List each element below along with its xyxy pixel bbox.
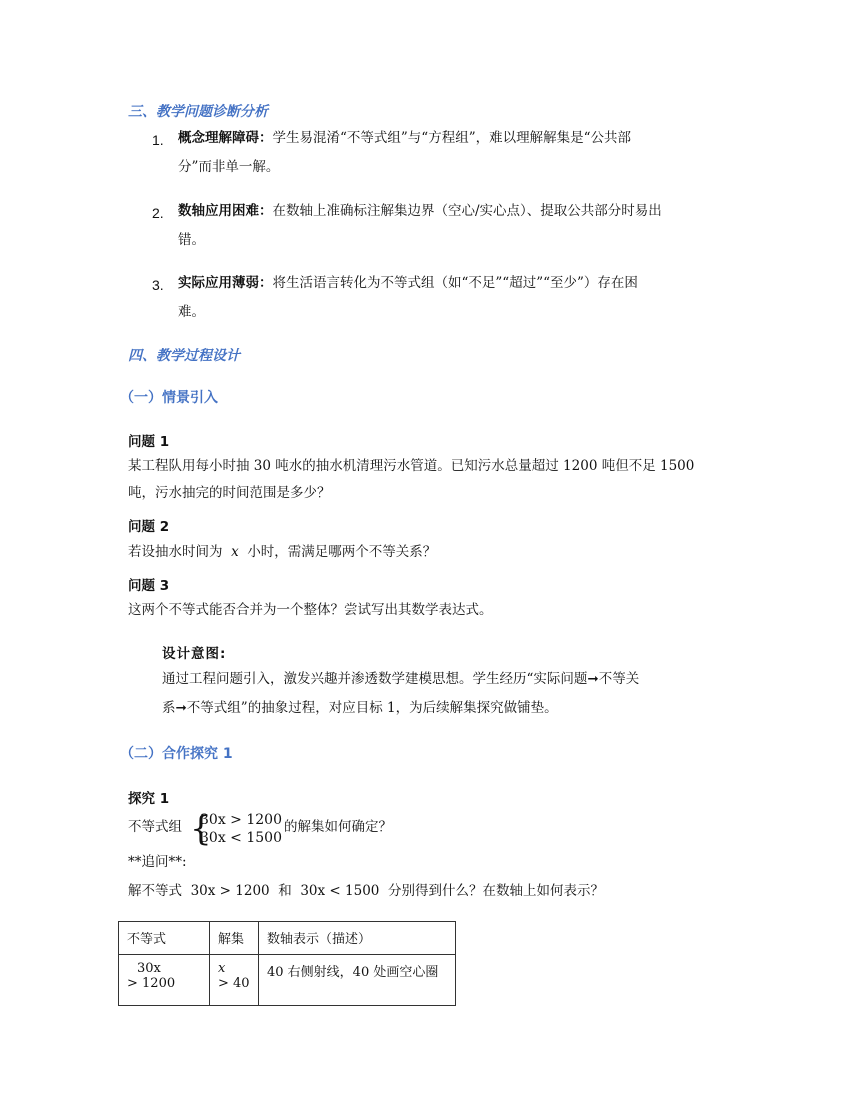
brace-symbol: { xyxy=(190,809,212,849)
table-cell-inequality xyxy=(119,955,210,1006)
text-part: 分别得到什么？在数轴上如何表示？ xyxy=(387,883,604,899)
list-item xyxy=(178,199,738,225)
solve-question xyxy=(128,879,604,905)
table-row xyxy=(119,955,456,1006)
table-header-row xyxy=(119,922,456,955)
subsection-title: （二）合作探究 1 xyxy=(120,746,233,762)
exploration-label: 探究 1 xyxy=(128,791,170,807)
inequality-system xyxy=(200,811,282,847)
list-item xyxy=(178,271,738,297)
table-header: 数轴表示（描述） xyxy=(259,922,456,955)
item-label: 概念理解障碍： xyxy=(178,130,273,146)
section4-title: 四、教学过程设计 xyxy=(128,348,240,364)
question-text: 这两个不等式能否合并为一个整体？尝试写出其数学表达式。 xyxy=(128,602,493,618)
question-label: 问题 3 xyxy=(128,578,170,594)
item-text: 在数轴上准确标注解集边界（空心/实心点）、提取公共部分时易出 xyxy=(272,203,662,219)
cell-line: > 40 xyxy=(218,976,250,991)
list-number: 3. xyxy=(152,277,164,293)
design-intent-text-continuation: 系➞不等式组”的抽象过程，对应目标 1，为后续解集探究做铺垫。 xyxy=(162,700,558,716)
math-expression: 30x < 1500 xyxy=(300,883,380,899)
section3-title: 三、教学问题诊断分析 xyxy=(128,104,268,120)
table-header: 不等式 xyxy=(119,922,210,955)
list-item xyxy=(178,126,738,152)
text-part: 解不等式 xyxy=(128,883,182,899)
followup-label: **追问**: xyxy=(128,854,187,870)
design-intent-text: 通过工程问题引入，激发兴趣并渗透数学建模思想。学生经历“实际问题➞不等关 xyxy=(162,671,640,687)
list-item-continuation: 分”而非单一解。 xyxy=(178,159,280,175)
question-text: 某工程队用每小时抽 30 吨水的抽水机清理污水管道。已知污水总量超过 1200 吨但不足 1500 xyxy=(128,458,695,474)
question-text xyxy=(128,540,436,566)
inequality-1: 30x > 1200 xyxy=(200,812,282,828)
question-text-continuation: 吨，污水抽完的时间范围是多少？ xyxy=(128,485,331,501)
text-part: 和 xyxy=(278,883,292,899)
item-label: 实际应用薄弱： xyxy=(178,275,273,291)
subsection-title: （一）情景引入 xyxy=(120,390,218,406)
table-cell-solution xyxy=(210,955,259,1006)
inequality-system-suffix: 的解集如何确定？ xyxy=(284,819,392,835)
list-number: 2. xyxy=(152,205,164,221)
math-expression: 30x > 1200 xyxy=(190,883,270,899)
question-label: 问题 1 xyxy=(128,434,170,450)
table-header: 解集 xyxy=(210,922,259,955)
design-intent-label: 设计意图: xyxy=(162,646,227,662)
inequality-system-prefix: 不等式组 xyxy=(128,819,182,835)
cell-line: x xyxy=(218,961,226,976)
cell-line: > 1200 xyxy=(127,976,176,991)
inequality-table xyxy=(118,921,456,1006)
list-number: 1. xyxy=(152,132,164,148)
table-cell-description: 40 右侧射线，40 处画空心圈 xyxy=(259,955,456,1006)
item-text: 将生活语言转化为不等式组（如“不足”“超过”“至少”）存在困 xyxy=(272,275,638,291)
list-item-continuation: 错。 xyxy=(178,232,205,248)
text-part: 若设抽水时间为 xyxy=(128,544,223,560)
inequality-2: 30x < 1500 xyxy=(200,830,282,846)
math-variable: x xyxy=(231,544,239,560)
text-part: 小时，需满足哪两个不等关系？ xyxy=(247,544,437,560)
cell-line: 30x xyxy=(137,961,161,976)
list-item-continuation: 难。 xyxy=(178,304,205,320)
item-label: 数轴应用困难： xyxy=(178,203,273,219)
item-text: 学生易混淆“不等式组”与“方程组”，难以理解解集是“公共部 xyxy=(272,130,632,146)
question-label: 问题 2 xyxy=(128,519,170,535)
